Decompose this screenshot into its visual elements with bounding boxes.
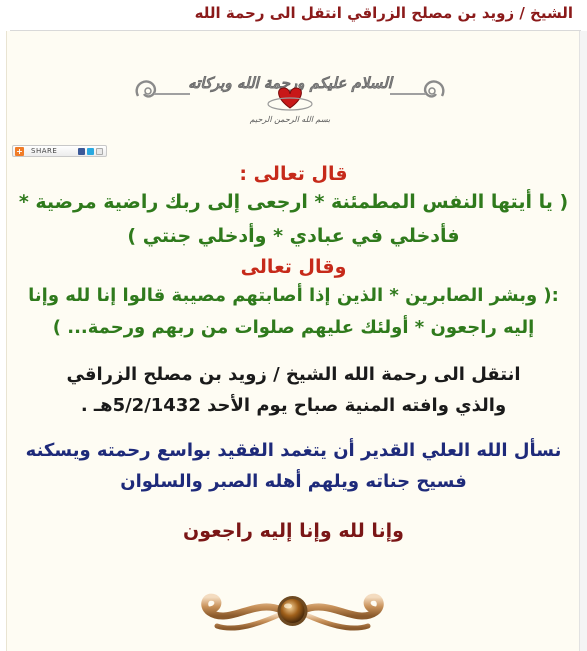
verse-1-line-1: ( يا أيتها النفس المطمئنة * ارجعى إلى ربك راضية مرضية * [18,191,569,213]
verse-2-line-1: :( وبشر الصابرين * الذين إذا أصابتهم مصيبة قالوا إنا لله وإنا [28,285,559,306]
announcement-line-2: والذي وافته المنية صباح يوم الأحد 5/2/1432هـ . [80,395,507,416]
prayer-line-1: نسأل الله العلي القدير أن يتغمد الفقيد بواسع رحمته ويسكنه [25,440,562,461]
post-title[interactable]: الشيخ / زويد بن مصلح الزراقي انتقل الى رحمة الله [194,4,573,22]
banner-basmala-text: بسم الله الرحمن الرحيم [249,115,331,124]
quote-intro-1: قال تعالى : [239,163,348,185]
ornament-divider-image [195,580,390,642]
prayer-line-2: فسيح جناته ويلهم أهله الصبر والسلوان [120,471,467,492]
announcement-line-1: انتقل الى رحمة الله الشيخ / زويد بن مصلح الزراقي [66,364,521,385]
share-button[interactable] [12,145,107,157]
verse-1-line-2: فأدخلي في عبادي * وأدخلي جنتي ) [127,225,460,247]
email-icon [96,148,103,155]
banner-greeting-text: السلام عليكم ورحمة الله وبركاته [188,74,392,92]
quote-intro-2: وقال تعالى [240,256,347,278]
twitter-icon [87,148,94,155]
share-label: SHARE [31,147,58,155]
greeting-banner-image [130,58,450,130]
verse-2-line-2: إليه راجعون * أولئك عليهم صلوات من ربهم ورحمة... ) [52,317,535,338]
plus-icon: + [16,146,23,156]
share-service-icons [78,148,103,155]
title-bar [0,0,587,30]
facebook-icon [78,148,85,155]
closing-text: وإنا لله وإنا إليه راجعون [183,520,404,542]
scrollbar[interactable] [579,31,587,651]
